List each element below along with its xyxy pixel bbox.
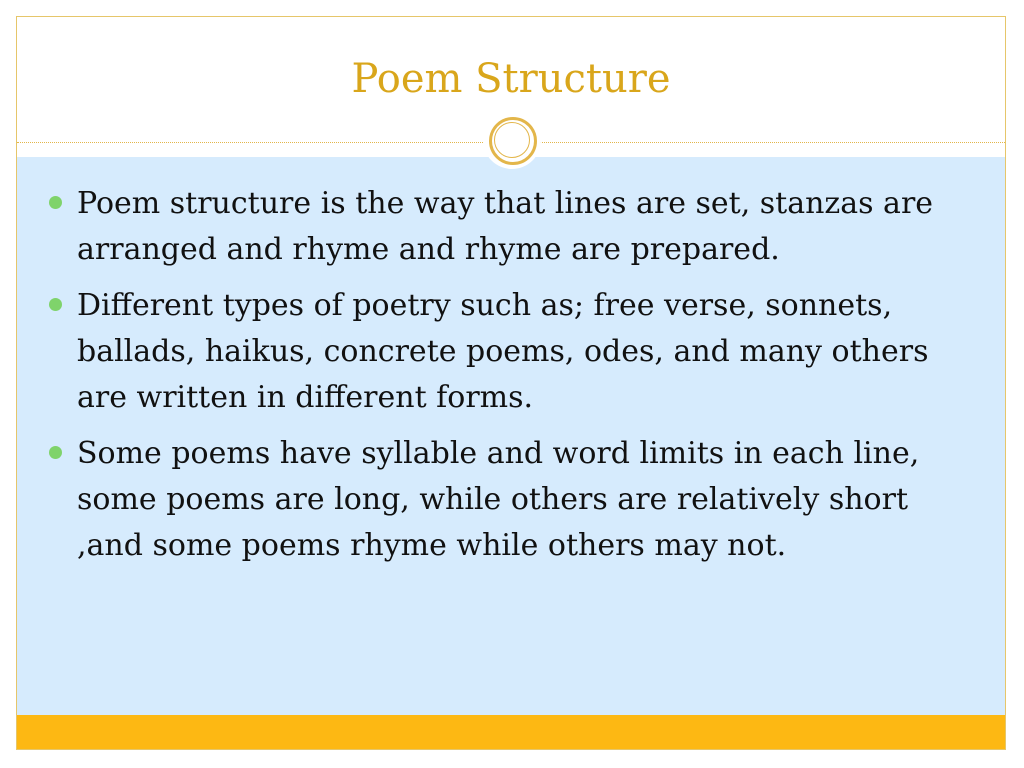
slide — [16, 16, 1006, 750]
bullet-text: Different types of poetry such as; free verse, sonnets, ballads, haikus, concrete poems, odes, and many others are written in different forms. — [77, 288, 929, 415]
ornament-inner-ring — [494, 122, 530, 158]
bullet-item — [47, 431, 977, 569]
footer-bar — [17, 715, 1005, 749]
bullet-list — [47, 181, 977, 579]
bullet-item — [47, 181, 977, 273]
slide-title: Poem Structure — [351, 56, 671, 102]
bullet-item — [47, 283, 977, 421]
bullet-dot-icon — [49, 196, 62, 209]
bullet-dot-icon — [49, 298, 62, 311]
circle-ornament-icon — [483, 111, 541, 169]
ornament-ring — [489, 117, 537, 165]
bullet-dot-icon — [49, 446, 62, 459]
bullet-text: Some poems have syllable and word limits in each line, some poems are long, while others are relatively short ,and some poems rhyme while others may not. — [77, 436, 920, 563]
bullet-text: Poem structure is the way that lines are set, stanzas are arranged and rhyme and rhyme are prepared. — [77, 186, 934, 267]
